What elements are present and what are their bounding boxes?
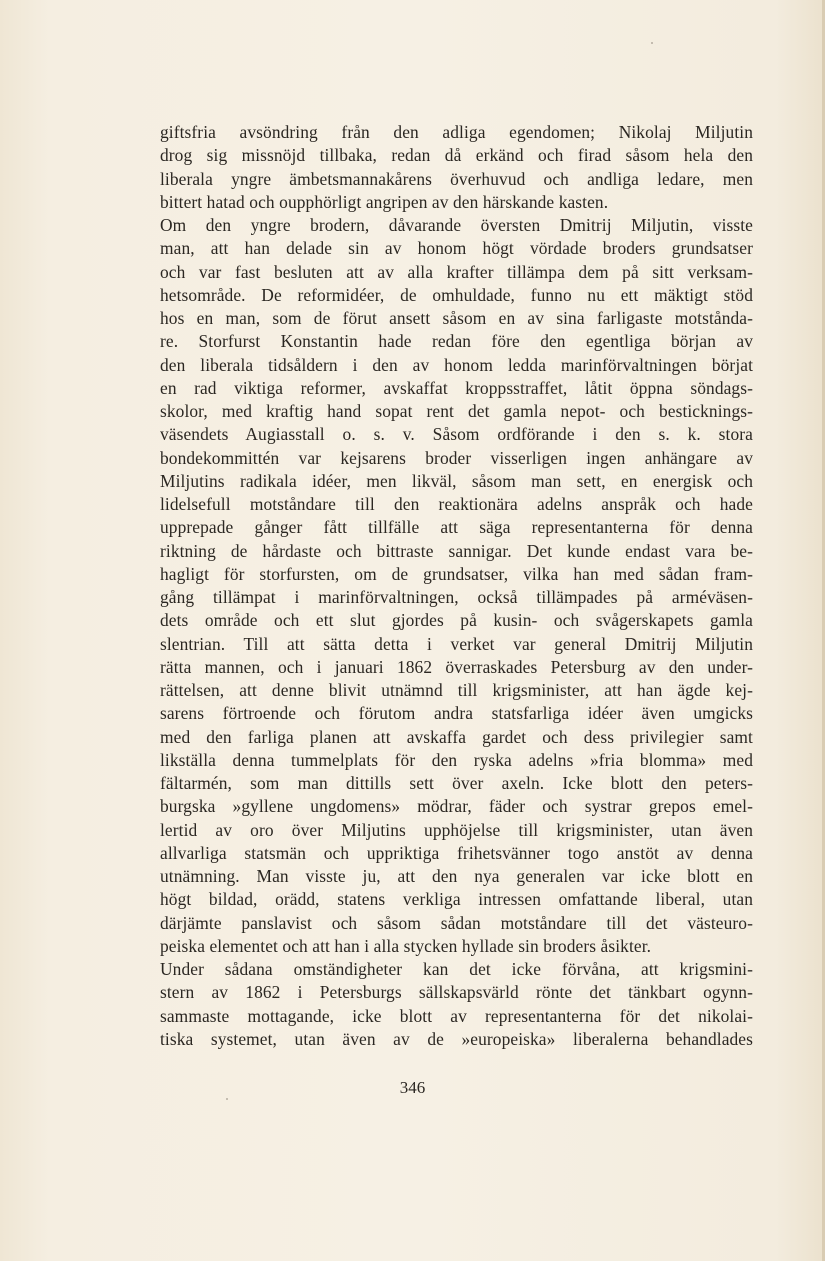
text-line: högt bildad, orädd, statens verkliga intressen omfattande liberal, utan — [160, 889, 753, 910]
text-line: drog sig missnöjd tillbaka, redan då erkänd och firad såsom hela den — [160, 145, 753, 166]
paper-speck — [651, 42, 653, 44]
text-line: och var fast besluten att av alla krafter tillämpa dem på sitt verksam- — [160, 261, 753, 282]
text-line: hetsområde. De reformidéer, de omhuldade, funno nu ett mäktigt stöd — [160, 284, 753, 305]
text-line: upprepade gånger fått tillfälle att säga representanterna för denna — [160, 517, 753, 538]
text-line: en rad viktiga reformer, avskaffat kroppsstraffet, låtit öppna söndags- — [160, 377, 753, 398]
text-line: bondekommittén var kejsarens broder visserligen ingen anhängare av — [160, 447, 753, 468]
text-line: fältarmén, som man dittills sett över axeln. Icke blott den peters- — [160, 773, 753, 793]
text-line: burgska »gyllene ungdomens» mödrar, fäder och systrar grepos emel- — [160, 796, 753, 817]
text-line: man, att han delade sin av honom högt vördade broders grundsatser — [160, 238, 753, 259]
text-line: lertid av oro över Miljutins upphöjelse till krigsminister, utan även — [160, 819, 753, 840]
text-line: väsendets Augiasstall o. s. v. Såsom ordförande i den s. k. stora — [160, 424, 753, 445]
text-line: riktning de hårdaste och bittraste sannigar. Det kunde endast vara be- — [160, 540, 753, 561]
text-line: hagligt för storfursten, om de grundsatser, vilka han med sådan fram- — [160, 563, 753, 584]
text-line: Miljutins radikala idéer, men likväl, såsom man sett, en energisk och — [160, 470, 753, 491]
text-line: rättelsen, att denne blivit utnämnd till krigsminister, att han ägde kej- — [160, 680, 753, 700]
text-line: stern av 1862 i Petersburgs sällskapsvärld rönte det tänkbart ogynn- — [160, 982, 753, 1003]
text-line: gång tillämpat i marinförvaltningen, också tillämpades på arméväsen- — [160, 587, 753, 607]
paper-speck — [226, 1098, 228, 1100]
text-line: Om den yngre brodern, dåvarande översten Dmitrij Miljutin, visste — [160, 215, 753, 235]
text-line: dets område och ett slut gjordes på kusin- och svågerskapets gamla — [160, 610, 753, 631]
text-line: sammaste mottagande, icke blott av representanterna för det nikolai- — [160, 1005, 753, 1026]
text-line: allvarliga statsmän och uppriktiga frihetsvänner togo anstöt av denna — [160, 842, 753, 863]
text-line: liberala yngre ämbetsmannakårens överhuvud och andliga ledare, men — [160, 168, 753, 189]
text-line: utnämning. Man visste ju, att den nya generalen var icke blott en — [160, 866, 753, 886]
text-line: giftsfria avsöndring från den adliga egendomen; Nikolaj Miljutin — [160, 122, 753, 142]
text-line: peiska elementet och att han i alla stycken hyllade sin broders åsikter. — [160, 935, 652, 956]
text-line: med den farliga planen att avskaffa gardet och dess privilegier samt — [160, 726, 753, 747]
text-line: lidelsefull motståndare till den reaktionära adelns anspråk och hade — [160, 494, 753, 514]
text-line: skolor, med kraftig hand sopat rent det gamla nepot- och besticknings- — [160, 401, 753, 421]
text-line: den liberala tidsåldern i den av honom ledda marinförvaltningen börjat — [160, 354, 753, 375]
text-line: sarens förtroende och förutom andra statsfarliga idéer även umgicks — [160, 703, 753, 724]
text-line: hos en man, som de förut ansett såsom en av sina farligaste motstånda- — [160, 308, 753, 328]
text-line: därjämte panslavist och såsom sådan motståndare till det västeuro- — [160, 912, 753, 933]
text-line: rätta mannen, och i januari 1862 överraskades Petersburg av den under- — [160, 656, 753, 677]
text-line: Under sådana omständigheter kan det icke förvåna, att krigsmini- — [160, 959, 753, 979]
text-line: likställa denna tummelplats för den ryska adelns »fria blomma» med — [160, 749, 753, 770]
body-text — [160, 121, 753, 1051]
text-line: tiska systemet, utan även av de »europeiska» liberalerna behandlades — [160, 1028, 753, 1049]
text-line: slentrian. Till att sätta detta i verket var general Dmitrij Miljutin — [160, 633, 753, 654]
page-number: 346 — [399, 1078, 426, 1097]
text-line: re. Storfurst Konstantin hade redan före den egentliga början av — [160, 331, 753, 352]
text-line: bittert hatad och oupphörligt angripen av den härskande kasten. — [160, 191, 609, 212]
